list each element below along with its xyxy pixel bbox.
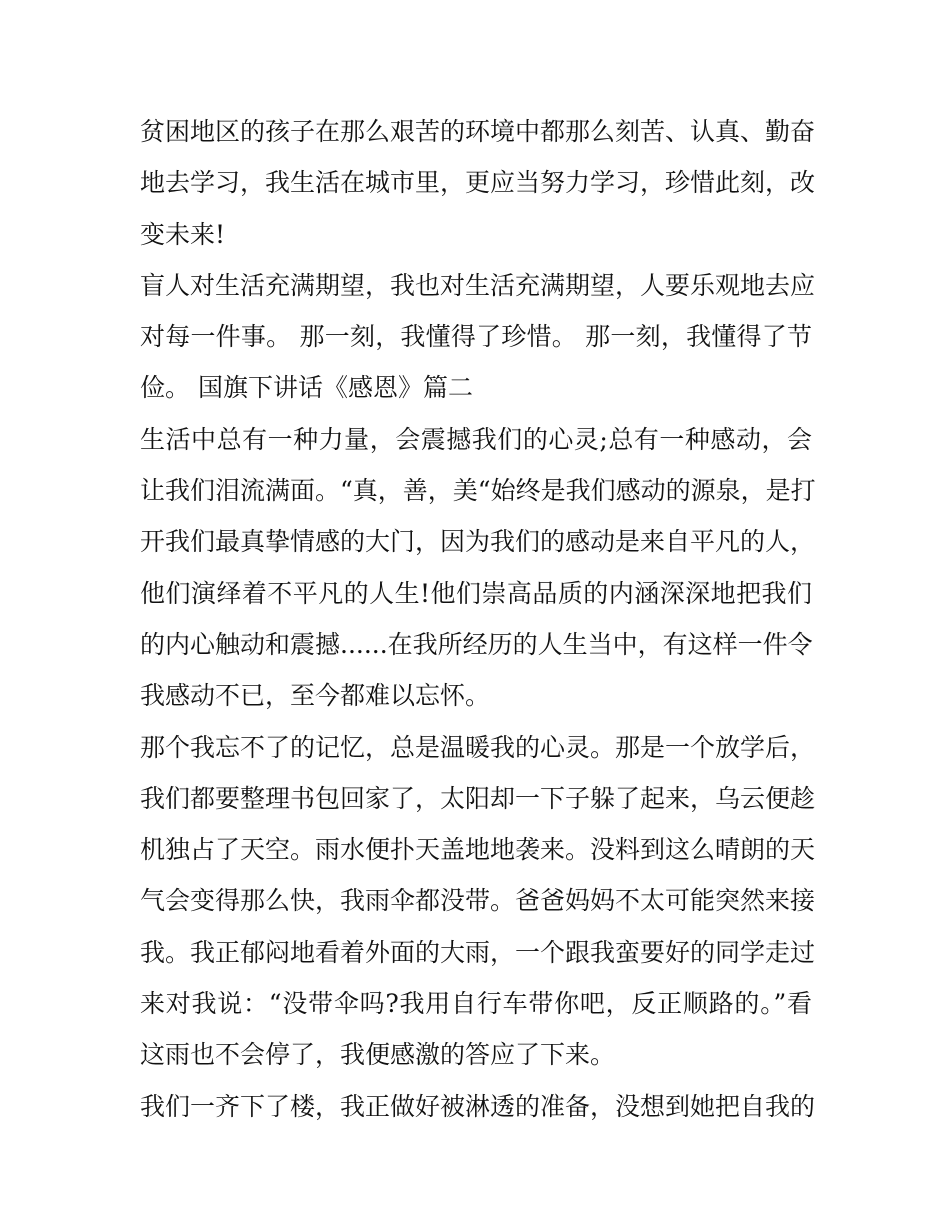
text-line: 贫困地区的孩子在那么艰苦的环境中都那么刻苦、认真、勤奋 bbox=[140, 117, 816, 146]
text-line: 地去学习，我生活在城市里，更应当努力学习，珍惜此刻，改 bbox=[140, 168, 816, 198]
text-line: 机独占了天空。雨水便扑天盖地地袭来。没料到这么晴朗的天 bbox=[140, 835, 816, 865]
text-line: 我们一齐下了楼，我正做好被淋透的准备，没想到她把自我的 bbox=[140, 1091, 816, 1121]
text-line: 开我们最真挚情感的大门，因为我们的感动是来自平凡的人， bbox=[140, 527, 816, 557]
body-text bbox=[140, 106, 816, 1132]
text-line: 我们都要整理书包回家了，太阳却一下子躲了起来，乌云便趁 bbox=[140, 783, 816, 813]
text-line: 气会变得那么快，我雨伞都没带。爸爸妈妈不太可能突然来接 bbox=[140, 886, 816, 916]
paragraph-5 bbox=[140, 1081, 816, 1132]
text-line: 他们演绎着不平凡的人生!他们崇高品质的内涵深深地把我们 bbox=[140, 578, 812, 608]
text-line: 生活中总有一种力量，会震撼我们的心灵;总有一种感动，会 bbox=[140, 424, 812, 454]
paragraph-2 bbox=[140, 260, 816, 414]
text-line: 这雨也不会停了，我便感激的答应了下来。 bbox=[140, 1040, 616, 1070]
paragraph-4 bbox=[140, 722, 816, 1081]
text-line: 的内心触动和震撼......在我所经历的人生当中，有这样一件令 bbox=[140, 629, 813, 659]
paragraph-1 bbox=[140, 106, 816, 260]
text-line: 对每一件事。 那一刻，我懂得了珍惜。 那一刻，我懂得了节 bbox=[140, 322, 812, 352]
text-line: 那个我忘不了的记忆，总是温暖我的心灵。那是一个放学后， bbox=[140, 732, 816, 762]
text-line: 我感动不已，至今都难以忘怀。 bbox=[140, 681, 491, 711]
text-line: 盲人对生活充满期望，我也对生活充满期望，人要乐观地去应 bbox=[140, 270, 816, 300]
text-line: 俭。 国旗下讲话《感恩》篇二 bbox=[140, 373, 473, 403]
paragraph-3 bbox=[140, 414, 816, 722]
text-line: 变未来! bbox=[140, 219, 226, 249]
text-line: 来对我说：“没带伞吗?我用自行车带你吧，反正顺路的。”看 bbox=[140, 989, 812, 1019]
text-line: 我。我正郁闷地看着外面的大雨，一个跟我蛮要好的同学走过 bbox=[140, 937, 816, 967]
text-line: 让我们泪流满面。“真，善，美“始终是我们感动的源泉，是打 bbox=[140, 476, 816, 506]
